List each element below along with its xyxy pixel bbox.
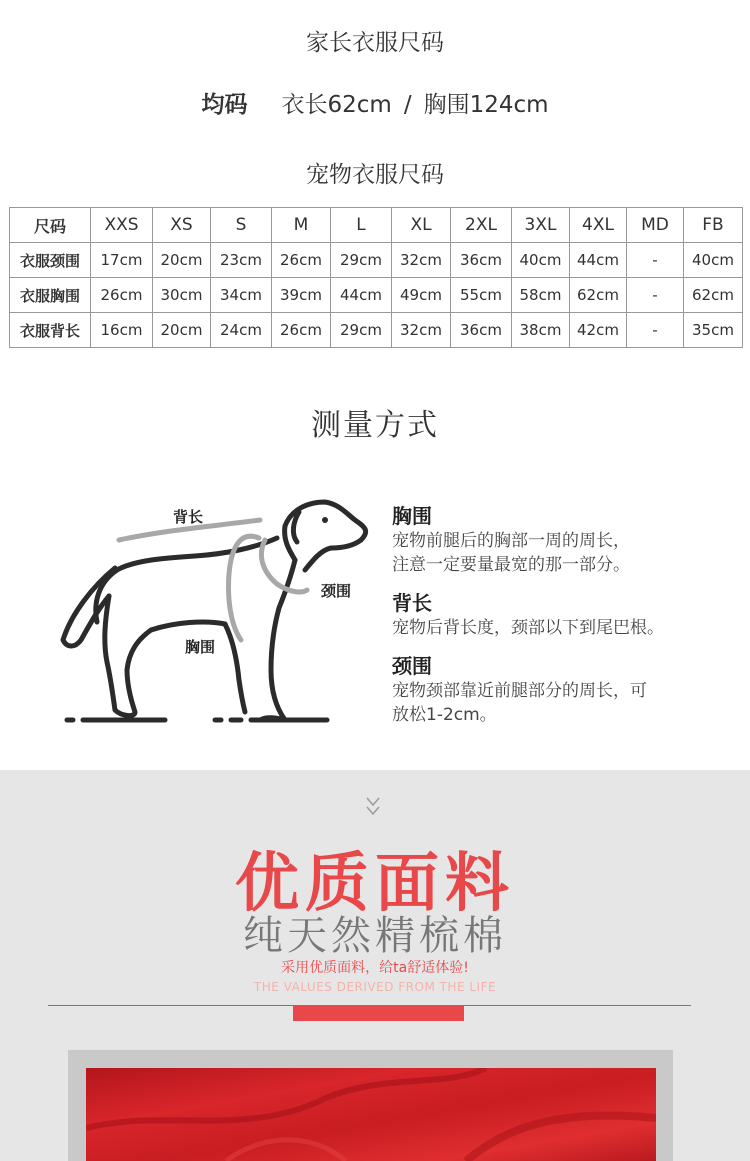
table-cell: 32cm (392, 313, 451, 348)
diagram-label-chest: 胸围 (185, 638, 216, 656)
definition-neck (392, 653, 732, 727)
definition-chest (392, 503, 732, 577)
table-cell: 39cm (272, 278, 331, 313)
fabric-photo-frame (68, 1050, 673, 1161)
accent-bar (293, 1006, 464, 1021)
table-cell: 26cm (91, 278, 153, 313)
measure-method-title: 测量方式 (311, 408, 439, 443)
table-row (10, 313, 743, 348)
size-header: L (331, 208, 392, 243)
size-header: 3XL (512, 208, 570, 243)
neck-girth-line (261, 540, 307, 592)
definition-back (392, 590, 732, 640)
table-cell: 44cm (570, 243, 627, 278)
parent-chest: 胸围124cm (423, 92, 549, 118)
table-cell: - (627, 313, 684, 348)
table-cell: 23cm (211, 243, 272, 278)
table-cell: 16cm (91, 313, 153, 348)
table-cell: 29cm (331, 243, 392, 278)
table-cell: 44cm (331, 278, 392, 313)
table-cell: 55cm (451, 278, 512, 313)
table-cell: 40cm (684, 243, 743, 278)
table-cell: - (627, 278, 684, 313)
table-cell: 29cm (331, 313, 392, 348)
definition-text: 宠物颈部靠近前腿部分的周长，可 (392, 681, 647, 701)
table-cell: 58cm (512, 278, 570, 313)
table-cell: 35cm (684, 313, 743, 348)
size-header: M (272, 208, 331, 243)
table-cell: 32cm (392, 243, 451, 278)
dog-measurement-diagram (55, 490, 375, 735)
pet-size-table (9, 207, 743, 348)
size-header: XL (392, 208, 451, 243)
row-label: 衣服背长 (10, 313, 91, 348)
diagram-label-neck: 颈围 (321, 582, 352, 600)
table-cell: 30cm (153, 278, 211, 313)
definition-text: 宠物前腿后的胸部一周的周长， (392, 531, 630, 551)
fabric-english-tagline: THE VALUES DERIVED FROM THE LIFE (253, 980, 497, 994)
table-cell: 26cm (272, 243, 331, 278)
row-label: 衣服颈围 (10, 243, 91, 278)
definition-heading: 胸围 (392, 504, 432, 528)
parent-size-row (0, 86, 750, 119)
table-row (10, 243, 743, 278)
size-header: 4XL (570, 208, 627, 243)
parent-size-title: 家长衣服尺码 (306, 30, 444, 56)
fabric-texture (86, 1068, 656, 1161)
size-header: XS (153, 208, 211, 243)
table-cell: - (627, 243, 684, 278)
parent-length: 衣长62cm (281, 92, 392, 118)
table-cell: 36cm (451, 313, 512, 348)
size-header: XXS (91, 208, 153, 243)
fabric-subtitle: 纯天然精梳棉 (243, 913, 507, 959)
size-header: S (211, 208, 272, 243)
definition-text: 注意一定要量最宽的那一部分。 (392, 555, 630, 575)
double-chevron-down-icon (364, 794, 382, 820)
definition-heading: 颈围 (392, 654, 432, 678)
table-cell: 17cm (91, 243, 153, 278)
table-cell: 34cm (211, 278, 272, 313)
size-header: 2XL (451, 208, 512, 243)
size-header: MD (627, 208, 684, 243)
table-cell: 38cm (512, 313, 570, 348)
fabric-section (0, 770, 750, 1161)
table-cell: 20cm (153, 313, 211, 348)
table-cell: 24cm (211, 313, 272, 348)
size-header: FB (684, 208, 743, 243)
definition-text: 宠物后背长度，颈部以下到尾巴根。 (392, 618, 664, 638)
table-cell: 49cm (392, 278, 451, 313)
table-cell: 20cm (153, 243, 211, 278)
parent-separator: / (403, 92, 412, 118)
chest-girth-line (229, 536, 260, 640)
red-fabric-photo (86, 1068, 656, 1161)
table-cell: 42cm (570, 313, 627, 348)
dog-outline-icon (63, 502, 366, 720)
table-corner-label: 尺码 (10, 208, 91, 243)
definition-heading: 背长 (392, 591, 432, 615)
table-header-row (10, 208, 743, 243)
diagram-label-back: 背长 (173, 508, 204, 526)
pet-size-title: 宠物衣服尺码 (306, 162, 444, 188)
table-cell: 62cm (684, 278, 743, 313)
definition-text: 放松1-2cm。 (392, 705, 497, 725)
parent-size-label: 均码 (201, 92, 248, 118)
table-cell: 62cm (570, 278, 627, 313)
fabric-slogan: 采用优质面料，给ta舒适体验! (281, 960, 469, 976)
fabric-title: 优质面料 (235, 847, 515, 921)
table-cell: 40cm (512, 243, 570, 278)
row-label: 衣服胸围 (10, 278, 91, 313)
table-cell: 36cm (451, 243, 512, 278)
table-cell: 26cm (272, 313, 331, 348)
table-row (10, 278, 743, 313)
